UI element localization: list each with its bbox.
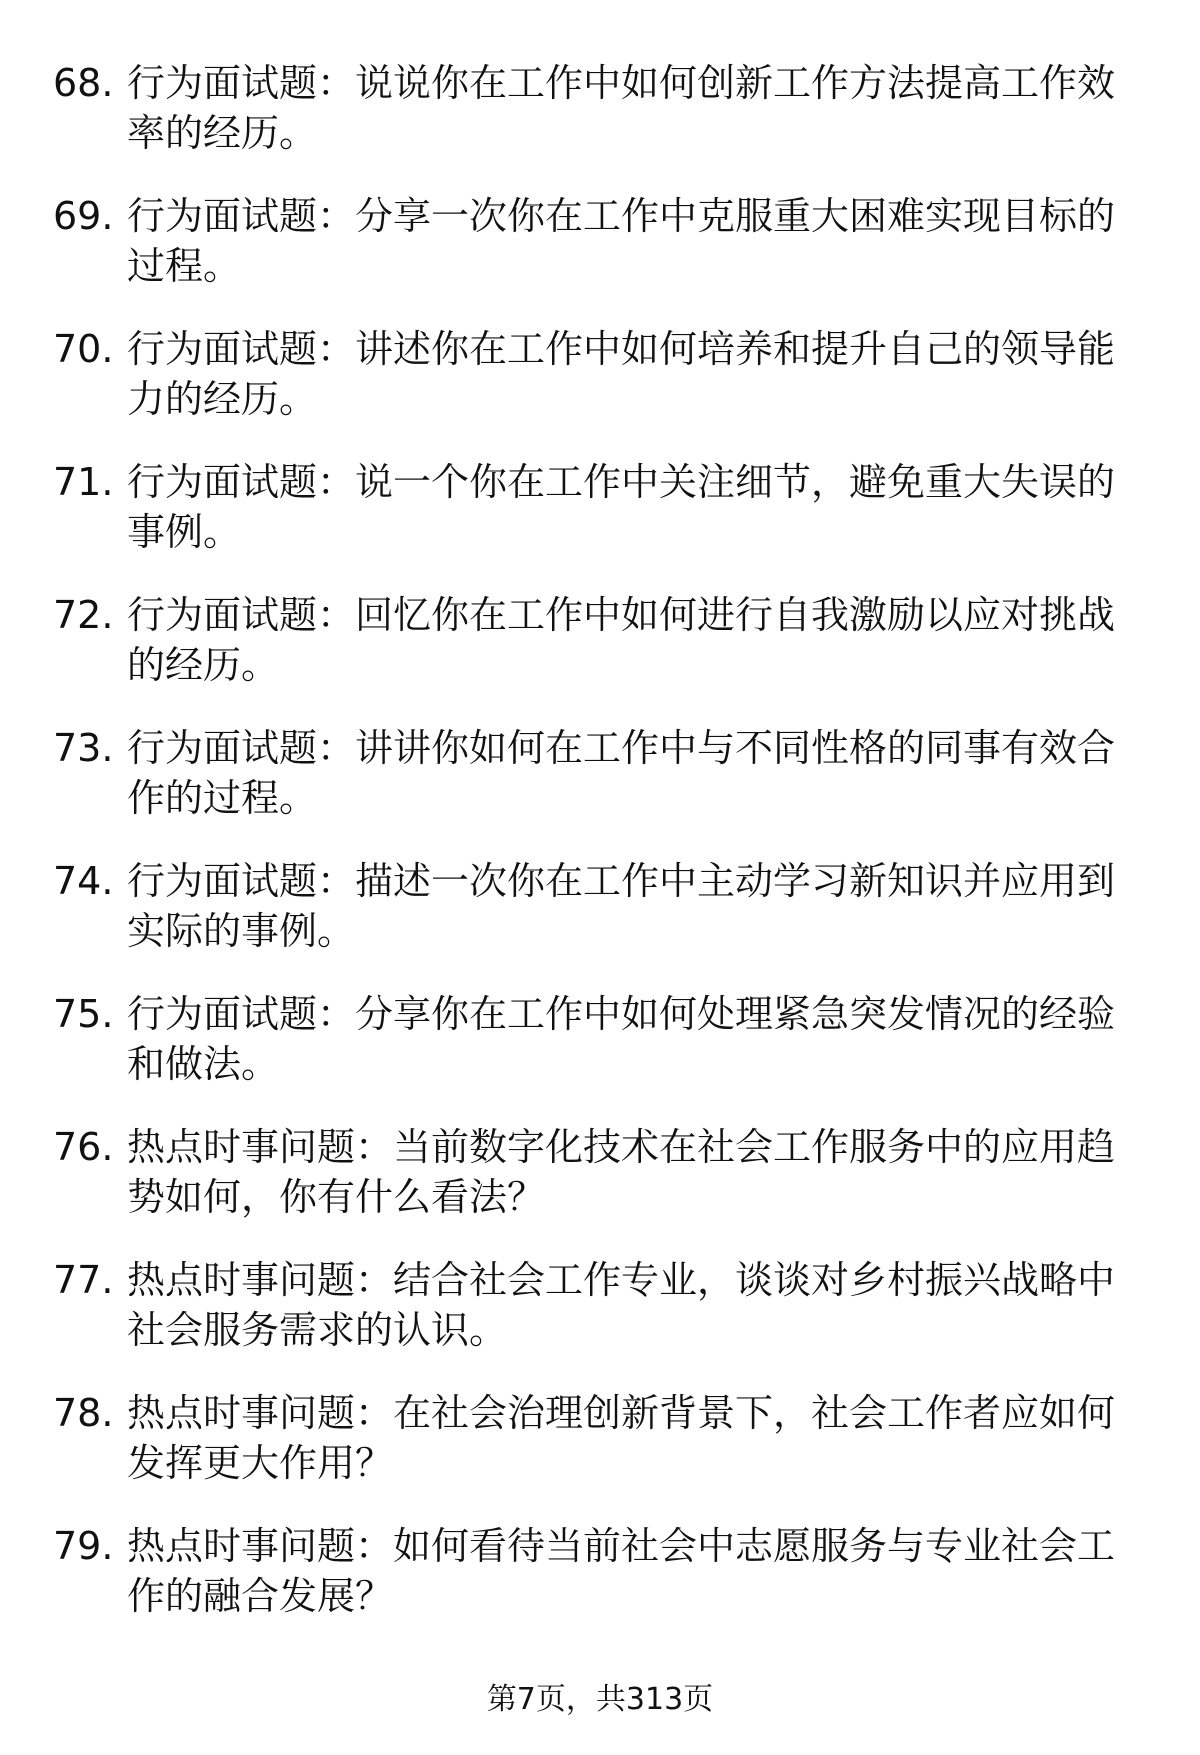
question-item-73 bbox=[0, 723, 1200, 856]
question-number: 73. bbox=[53, 726, 114, 770]
question-number: 71. bbox=[53, 460, 114, 504]
question-number: 76. bbox=[53, 1125, 114, 1169]
question-item-76 bbox=[0, 1122, 1200, 1255]
question-text: 热点时事问题：在社会治理创新背景下，社会工作者应如何发挥更大作用？ bbox=[127, 1391, 1116, 1485]
question-text: 行为面试题：回忆你在工作中如何进行自我激励以应对挑战的经历。 bbox=[127, 593, 1116, 687]
question-item-68 bbox=[0, 58, 1200, 191]
question-text: 热点时事问题：结合社会工作专业，谈谈对乡村振兴战略中社会服务需求的认识。 bbox=[127, 1258, 1116, 1352]
question-item-70 bbox=[0, 324, 1200, 457]
question-text: 行为面试题：分享一次你在工作中克服重大困难实现目标的过程。 bbox=[127, 194, 1116, 288]
question-item-78 bbox=[0, 1388, 1200, 1521]
question-number: 69. bbox=[53, 194, 114, 238]
question-number: 68. bbox=[53, 61, 114, 105]
question-text: 行为面试题：说说你在工作中如何创新工作方法提高工作效率的经历。 bbox=[127, 61, 1116, 155]
question-number: 70. bbox=[53, 327, 114, 371]
question-text: 行为面试题：讲述你在工作中如何培养和提升自己的领导能力的经历。 bbox=[127, 327, 1116, 421]
question-item-77 bbox=[0, 1255, 1200, 1388]
question-number: 77. bbox=[53, 1258, 114, 1302]
question-item-75 bbox=[0, 989, 1200, 1122]
question-text: 行为面试题：描述一次你在工作中主动学习新知识并应用到实际的事例。 bbox=[127, 859, 1116, 953]
question-list bbox=[0, 58, 1200, 1654]
question-item-72 bbox=[0, 590, 1200, 723]
question-text: 行为面试题：讲讲你如何在工作中与不同性格的同事有效合作的过程。 bbox=[127, 726, 1116, 820]
question-number: 78. bbox=[53, 1391, 114, 1435]
question-number: 72. bbox=[53, 593, 114, 637]
question-text: 热点时事问题：如何看待当前社会中志愿服务与专业社会工作的融合发展？ bbox=[127, 1524, 1116, 1618]
question-item-74 bbox=[0, 856, 1200, 989]
question-number: 74. bbox=[53, 859, 114, 903]
question-text: 热点时事问题：当前数字化技术在社会工作服务中的应用趋势如何，你有什么看法？ bbox=[127, 1125, 1116, 1219]
question-number: 75. bbox=[53, 992, 114, 1036]
question-number: 79. bbox=[53, 1524, 114, 1568]
question-item-69 bbox=[0, 191, 1200, 324]
question-text: 行为面试题：说一个你在工作中关注细节，避免重大失误的事例。 bbox=[127, 460, 1116, 554]
page-footer bbox=[0, 1680, 1200, 1720]
question-item-79 bbox=[0, 1521, 1200, 1654]
page-number-label: 第7页，共313页 bbox=[486, 1682, 714, 1717]
question-item-71 bbox=[0, 457, 1200, 590]
question-text: 行为面试题：分享你在工作中如何处理紧急突发情况的经验和做法。 bbox=[127, 992, 1116, 1086]
